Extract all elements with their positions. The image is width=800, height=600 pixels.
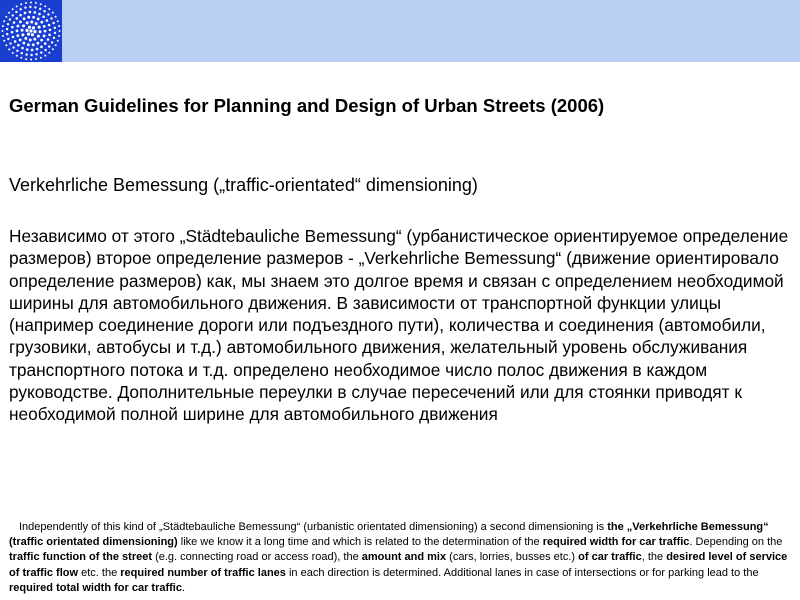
header-band [0, 0, 800, 62]
body-en-run: . [181, 581, 186, 594]
body-en-run: Independently of this kind of „Städtebauliche Bemessung“ (urbanistic orientated dimensioning) a second dimensioning is [19, 521, 608, 533]
body-text-english [9, 520, 794, 596]
slide-subtitle: Verkehrliche Bemessung („traffic-orientated“ dimensioning) [9, 175, 478, 195]
slide-title: German Guidelines for Planning and Design of Urban Streets (2006) [9, 95, 605, 116]
body-en-bold-run: required width for car traffic [542, 536, 690, 549]
body-en-bold-run: the „Verkehrliche Bemessung“ (traffic orientated dimensioning) [9, 521, 769, 549]
star-circle-logo-icon [0, 0, 62, 62]
body-en-bold-run: amount and mix [361, 551, 447, 564]
body-en-run: (cars, lorries, busses etc.) [446, 551, 579, 564]
body-en-bold-run: required total width for car traffic [9, 581, 182, 594]
body-en-run: in each direction is determined. Additional lanes in case of intersections or for parking lead to the [285, 566, 759, 579]
body-en-run: . Depending on the [689, 536, 783, 549]
body-text-russian: Независимо от этого „Städtebauliche Bemessung“ (урбанистическое ориентируемое определение размеров) второе определение размеров - „Verkehrliche Bemessung“ (движение ориентировало определение размеров) как, мы знаем это долгое время и связан с определением необходимой ширины для автомобильного движения. В зависимости от транспортной функции улицы (например соединение дороги или подъездного пути), количества и соединения (автомобили, грузовики, автобусы и т.д.) автомобильного движения, желательный уровень обслуживания транспортного потока и т.д. определено необходимое число полос движения в каждом руководстве. Дополнительные переулки в случае пересечений или для стоянки приводят к необходимой полной ширине для автомобильного движения [9, 226, 789, 425]
body-en-run: etc. the [78, 566, 121, 579]
body-en-bold-run: of car traffic [578, 551, 642, 564]
body-en-bold-run: traffic function of the street [9, 551, 153, 564]
body-en-bold-run: required number of traffic lanes [120, 566, 286, 579]
body-en-run: , the [641, 551, 667, 564]
body-en-run: (e.g. connecting road or access road), the [152, 551, 362, 564]
body-en-run: like we know it a long time and which is related to the determination of the [177, 536, 543, 549]
body-en-bold-run: desired level of service of traffic flow [9, 551, 788, 579]
